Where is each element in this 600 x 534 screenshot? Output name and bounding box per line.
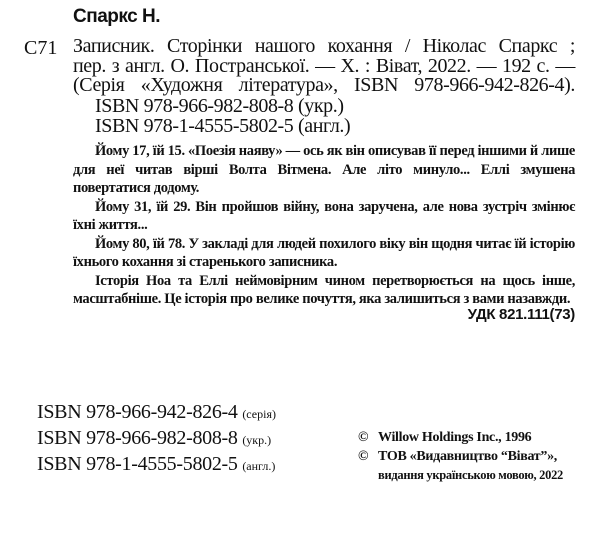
isbn-list: [37, 400, 276, 478]
annotation-paragraph: Йому 31, їй 29. Він пройшов війну, вона заручена, але нова зустріч змінює їхні життя...: [73, 198, 575, 233]
isbn-number: ISBN 978-966-942-826-4: [37, 401, 238, 423]
isbn-entry: [37, 452, 276, 478]
biblio-isbn: ISBN 978-966-982-808-8 (укр.): [95, 94, 344, 117]
biblio-isbn: ISBN 978-1-4555-5802-5 (англ.): [95, 115, 351, 137]
copyright-edition: видання українською мовою, 2022: [378, 468, 563, 482]
copyright-original: Willow Holdings Inc., 1996: [378, 430, 532, 445]
annotation-paragraph: Йому 80, їй 78. У закладі для людей похилого віку він щодня читає їй історію їхнього кохання зі старенького записника.: [73, 235, 575, 270]
isbn-entry: [37, 400, 276, 426]
author-heading: Спаркс Н.: [73, 6, 160, 27]
biblio-line: пер. з англ. О. Постранської. — Х. : Віват, 2022. — 192 с. —: [73, 54, 575, 77]
classification-code: С71: [24, 37, 58, 59]
isbn-number: ISBN 978-966-982-808-8: [37, 427, 238, 449]
biblio-line: (Серія «Художня література», ISBN 978-966-942-826-4).: [73, 74, 575, 96]
isbn-number: ISBN 978-1-4555-5802-5: [37, 453, 238, 475]
annotation: [73, 142, 575, 309]
isbn-entry: [37, 426, 276, 452]
copyright-block: [358, 428, 563, 485]
annotation-paragraph: Йому 17, їй 15. «Поезія наяву» — ось як він описував її перед іншими й лише для неї читав вірші Волта Вітмена. Але літо минуло... Еллі змушена повертатися додому.: [73, 143, 575, 196]
biblio-line: Записник. Сторінки нашого кохання / Ніколас Спаркс ;: [73, 35, 575, 57]
copyright-icon: ©: [358, 449, 369, 464]
isbn-note: (серія): [242, 407, 276, 421]
bibliographic-record: [73, 37, 575, 137]
isbn-note: (англ.): [242, 459, 276, 473]
udc-code: УДК 821.111(73): [467, 306, 575, 323]
annotation-paragraph: Історія Ноа та Еллі неймовірним чином перетворюється на щось інше, масштабніше. Це історія про велике почуття, яка залишиться з вами назавжди.: [73, 272, 575, 307]
isbn-note: (укр.): [242, 433, 272, 447]
copyright-publisher: ТОВ «Видавництво “Віват”»,: [378, 449, 557, 464]
copyright-icon: ©: [358, 430, 369, 445]
